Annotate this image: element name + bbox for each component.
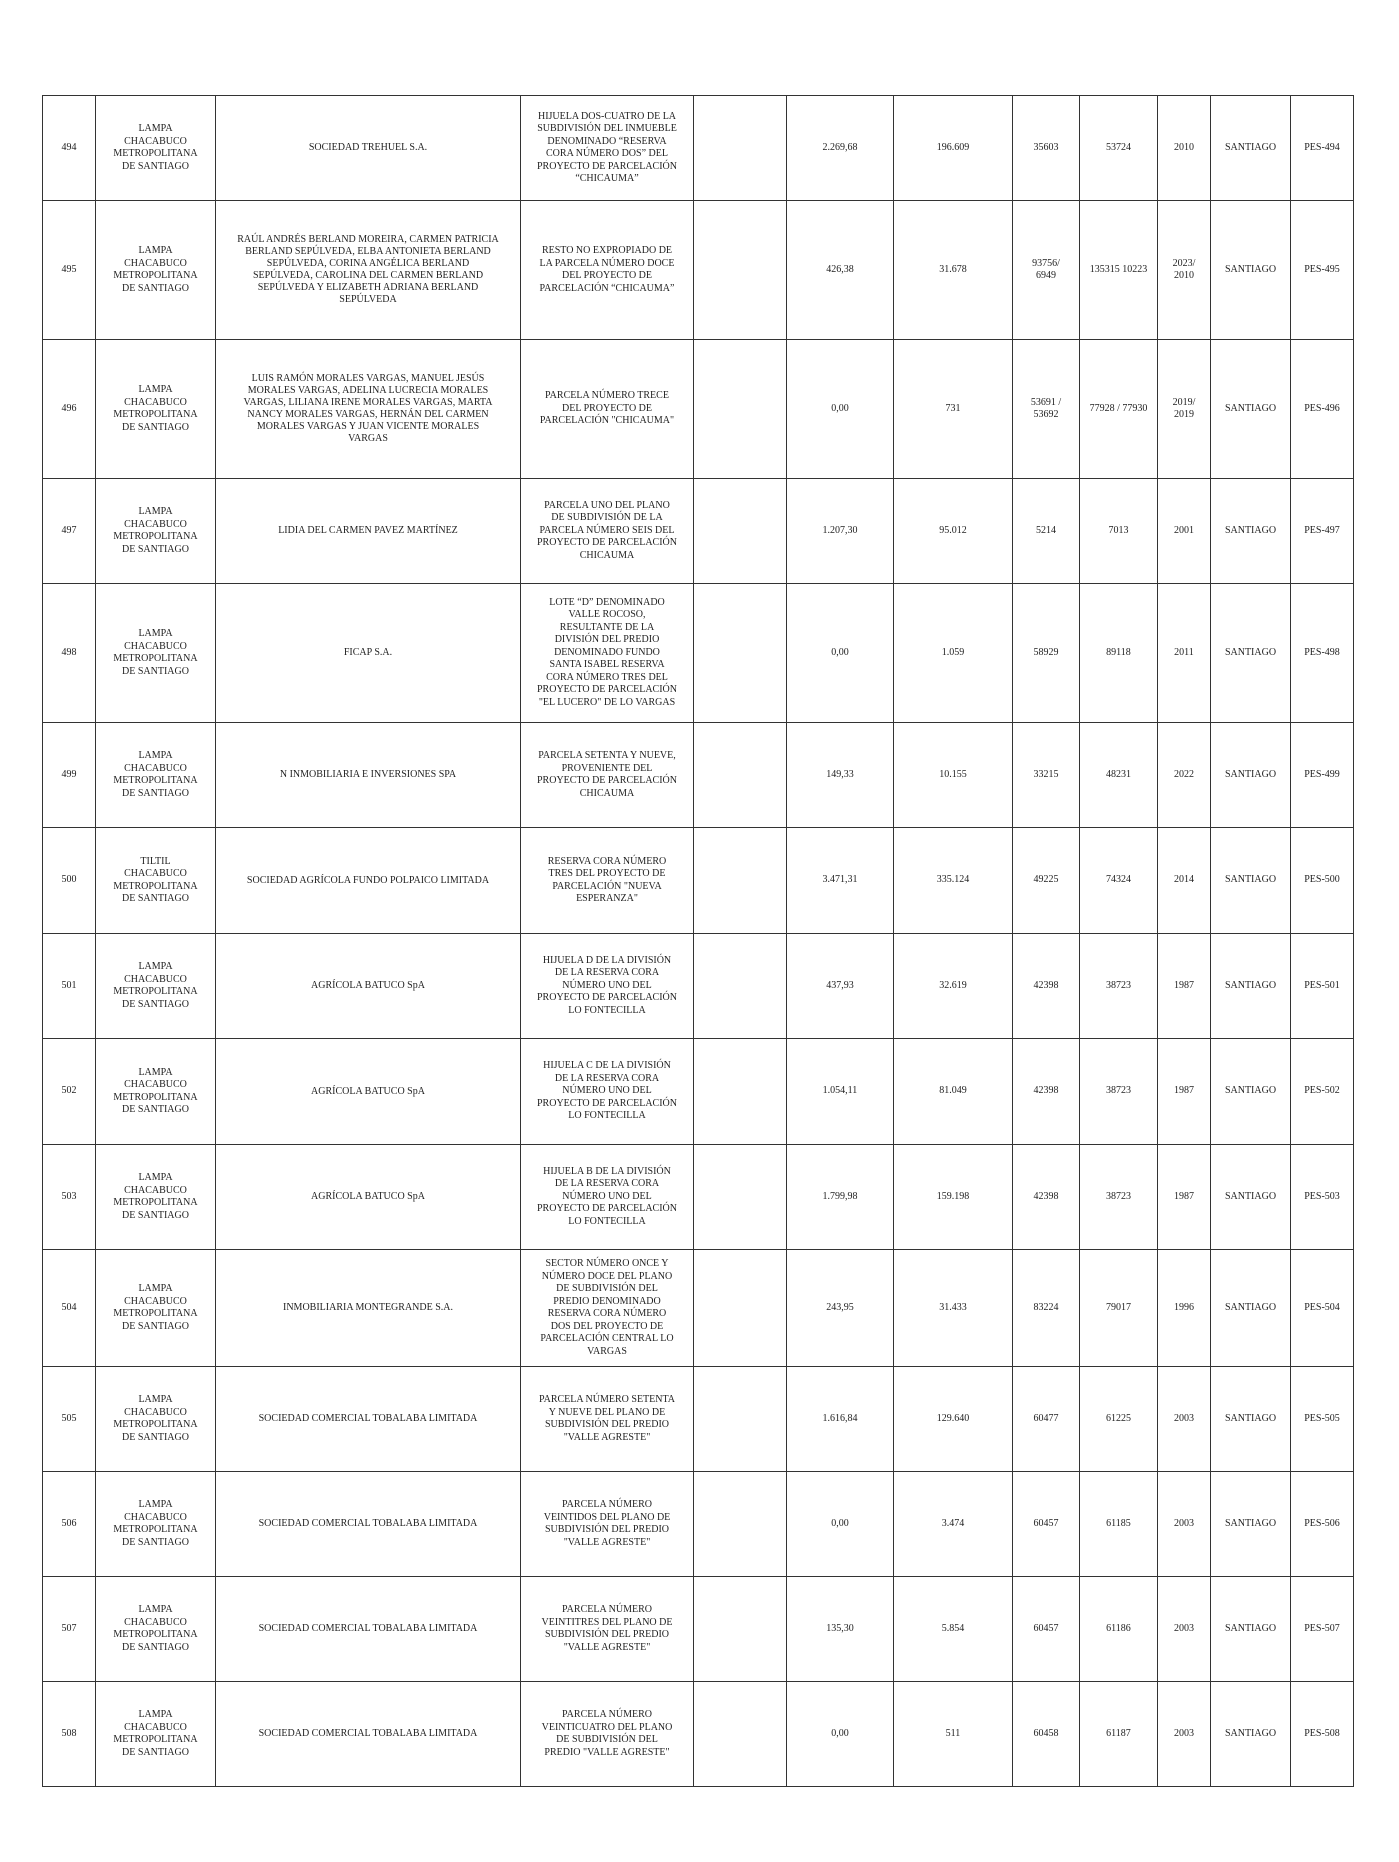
owner-cell: SOCIEDAD AGRÍCOLA FUNDO POLPAICO LIMITADA (216, 828, 521, 934)
owner-cell: SOCIEDAD COMERCIAL TOBALABA LIMITADA (216, 1367, 521, 1472)
value-cell: 511 (894, 1682, 1013, 1787)
code-cell: PES-500 (1291, 828, 1354, 934)
owner-cell: RAÚL ANDRÉS BERLAND MOREIRA, CARMEN PATRICIA BERLAND SEPÚLVEDA, ELBA ANTONIETA BERLAND SEPÚLVEDA, CORINA ANGÉLICA BERLAND SEPÚLVEDA, CAROLINA DEL CARMEN BERLAND SEPÚLVEDA Y ELIZABETH ADRIANA BERLAND SEPÚLVEDA (216, 201, 521, 340)
table-row (43, 1250, 1354, 1367)
year-cell: 2014 (1158, 828, 1211, 934)
registry-cell: SANTIAGO (1211, 1039, 1291, 1145)
empty-cell (694, 1682, 787, 1787)
commune-cell: LAMPA CHACABUCO METROPOLITANA DE SANTIAGO (96, 1472, 216, 1577)
registry-cell: SANTIAGO (1211, 1250, 1291, 1367)
value-cell: 335.124 (894, 828, 1013, 934)
table-row (43, 1577, 1354, 1682)
numero-cell: 38723 (1080, 1039, 1158, 1145)
commune-cell: LAMPA CHACABUCO METROPOLITANA DE SANTIAGO (96, 340, 216, 479)
empty-cell (694, 1145, 787, 1250)
row-number: 498 (43, 584, 96, 723)
fojas-cell: 60457 (1013, 1577, 1080, 1682)
fojas-cell: 35603 (1013, 96, 1080, 201)
owner-cell: SOCIEDAD COMERCIAL TOBALABA LIMITADA (216, 1472, 521, 1577)
empty-cell (694, 1367, 787, 1472)
code-cell: PES-498 (1291, 584, 1354, 723)
value-cell: 159.198 (894, 1145, 1013, 1250)
property-cell: PARCELA NÚMERO VEINTIDOS DEL PLANO DE SUBDIVISIÓN DEL PREDIO "VALLE AGRESTE" (521, 1472, 694, 1577)
fojas-cell: 42398 (1013, 1145, 1080, 1250)
empty-cell (694, 584, 787, 723)
area-cell: 135,30 (787, 1577, 894, 1682)
property-cell: PARCELA NÚMERO VEINTITRES DEL PLANO DE SUBDIVISIÓN DEL PREDIO "VALLE AGRESTE" (521, 1577, 694, 1682)
owner-cell: SOCIEDAD COMERCIAL TOBALABA LIMITADA (216, 1577, 521, 1682)
row-number: 507 (43, 1577, 96, 1682)
commune-cell: LAMPA CHACABUCO METROPOLITANA DE SANTIAGO (96, 1367, 216, 1472)
commune-cell: LAMPA CHACABUCO METROPOLITANA DE SANTIAGO (96, 96, 216, 201)
property-cell: PARCELA SETENTA Y NUEVE, PROVENIENTE DEL PROYECTO DE PARCELACIÓN CHICAUMA (521, 723, 694, 828)
owner-cell: LUIS RAMÓN MORALES VARGAS, MANUEL JESÚS MORALES VARGAS, ADELINA LUCRECIA MORALES VARGAS, LILIANA IRENE MORALES VARGAS, MARTA NANCY MORALES VARGAS, HERNÁN DEL CARMEN MORALES VARGAS Y JUAN VICENTE MORALES VARGAS (216, 340, 521, 479)
value-cell: 81.049 (894, 1039, 1013, 1145)
code-cell: PES-503 (1291, 1145, 1354, 1250)
table-body (43, 96, 1354, 1787)
fojas-cell: 42398 (1013, 934, 1080, 1039)
numero-cell: 74324 (1080, 828, 1158, 934)
registry-cell: SANTIAGO (1211, 1577, 1291, 1682)
registry-cell: SANTIAGO (1211, 1472, 1291, 1577)
numero-cell: 38723 (1080, 1145, 1158, 1250)
row-number: 501 (43, 934, 96, 1039)
row-number: 500 (43, 828, 96, 934)
value-cell: 129.640 (894, 1367, 1013, 1472)
property-cell: PARCELA NÚMERO TRECE DEL PROYECTO DE PARCELACIÓN "CHICAUMA" (521, 340, 694, 479)
owner-cell: SOCIEDAD TREHUEL S.A. (216, 96, 521, 201)
area-cell: 3.471,31 (787, 828, 894, 934)
property-cell: HIJUELA B DE LA DIVISIÓN DE LA RESERVA CORA NÚMERO UNO DEL PROYECTO DE PARCELACIÓN LO FONTECILLA (521, 1145, 694, 1250)
area-cell: 243,95 (787, 1250, 894, 1367)
code-cell: PES-508 (1291, 1682, 1354, 1787)
area-cell: 0,00 (787, 1682, 894, 1787)
owner-cell: FICAP S.A. (216, 584, 521, 723)
fojas-cell: 49225 (1013, 828, 1080, 934)
property-cell: SECTOR NÚMERO ONCE Y NÚMERO DOCE DEL PLANO DE SUBDIVISIÓN DEL PREDIO DENOMINADO RESERVA CORA NÚMERO DOS DEL PROYECTO DE PARCELACIÓN CENTRAL LO VARGAS (521, 1250, 694, 1367)
table-row (43, 1682, 1354, 1787)
expropriation-table (42, 95, 1354, 1787)
table-row (43, 201, 1354, 340)
fojas-cell: 5214 (1013, 479, 1080, 584)
fojas-cell: 53691 / 53692 (1013, 340, 1080, 479)
area-cell: 426,38 (787, 201, 894, 340)
row-number: 503 (43, 1145, 96, 1250)
area-cell: 1.799,98 (787, 1145, 894, 1250)
empty-cell (694, 1039, 787, 1145)
owner-cell: AGRÍCOLA BATUCO SpA (216, 934, 521, 1039)
code-cell: PES-494 (1291, 96, 1354, 201)
numero-cell: 7013 (1080, 479, 1158, 584)
owner-cell: SOCIEDAD COMERCIAL TOBALABA LIMITADA (216, 1682, 521, 1787)
numero-cell: 61187 (1080, 1682, 1158, 1787)
table-row (43, 584, 1354, 723)
commune-cell: LAMPA CHACABUCO METROPOLITANA DE SANTIAGO (96, 1039, 216, 1145)
row-number: 502 (43, 1039, 96, 1145)
registry-cell: SANTIAGO (1211, 1145, 1291, 1250)
fojas-cell: 60477 (1013, 1367, 1080, 1472)
owner-cell: AGRÍCOLA BATUCO SpA (216, 1039, 521, 1145)
row-number: 505 (43, 1367, 96, 1472)
empty-cell (694, 479, 787, 584)
code-cell: PES-501 (1291, 934, 1354, 1039)
area-cell: 149,33 (787, 723, 894, 828)
commune-cell: LAMPA CHACABUCO METROPOLITANA DE SANTIAGO (96, 201, 216, 340)
table-row (43, 1367, 1354, 1472)
table-row (43, 1039, 1354, 1145)
value-cell: 31.678 (894, 201, 1013, 340)
area-cell: 1.054,11 (787, 1039, 894, 1145)
registry-cell: SANTIAGO (1211, 1367, 1291, 1472)
numero-cell: 89118 (1080, 584, 1158, 723)
value-cell: 3.474 (894, 1472, 1013, 1577)
code-cell: PES-506 (1291, 1472, 1354, 1577)
year-cell: 2010 (1158, 96, 1211, 201)
property-cell: RESTO NO EXPROPIADO DE LA PARCELA NÚMERO DOCE DEL PROYECTO DE PARCELACIÓN “CHICAUMA” (521, 201, 694, 340)
value-cell: 32.619 (894, 934, 1013, 1039)
property-cell: PARCELA UNO DEL PLANO DE SUBDIVISIÓN DE LA PARCELA NÚMERO SEIS DEL PROYECTO DE PARCELACIÓN CHICAUMA (521, 479, 694, 584)
table-row (43, 934, 1354, 1039)
owner-cell: LIDIA DEL CARMEN PAVEZ MARTÍNEZ (216, 479, 521, 584)
code-cell: PES-502 (1291, 1039, 1354, 1145)
property-cell: HIJUELA C DE LA DIVISIÓN DE LA RESERVA CORA NÚMERO UNO DEL PROYECTO DE PARCELACIÓN LO FONTECILLA (521, 1039, 694, 1145)
owner-cell: INMOBILIARIA MONTEGRANDE S.A. (216, 1250, 521, 1367)
row-number: 508 (43, 1682, 96, 1787)
numero-cell: 79017 (1080, 1250, 1158, 1367)
empty-cell (694, 828, 787, 934)
property-cell: PARCELA NÚMERO SETENTA Y NUEVE DEL PLANO DE SUBDIVISIÓN DEL PREDIO "VALLE AGRESTE" (521, 1367, 694, 1472)
property-cell: HIJUELA DOS-CUATRO DE LA SUBDIVISIÓN DEL INMUEBLE DENOMINADO “RESERVA CORA NÚMERO DOS” DEL PROYECTO DE PARCELACIÓN “CHICAUMA” (521, 96, 694, 201)
owner-cell: N INMOBILIARIA E INVERSIONES SPA (216, 723, 521, 828)
fojas-cell: 60458 (1013, 1682, 1080, 1787)
owner-cell: AGRÍCOLA BATUCO SpA (216, 1145, 521, 1250)
empty-cell (694, 96, 787, 201)
table-row (43, 1145, 1354, 1250)
empty-cell (694, 1577, 787, 1682)
fojas-cell: 33215 (1013, 723, 1080, 828)
year-cell: 2003 (1158, 1577, 1211, 1682)
numero-cell: 48231 (1080, 723, 1158, 828)
numero-cell: 38723 (1080, 934, 1158, 1039)
numero-cell: 61225 (1080, 1367, 1158, 1472)
year-cell: 1987 (1158, 1039, 1211, 1145)
row-number: 495 (43, 201, 96, 340)
year-cell: 1996 (1158, 1250, 1211, 1367)
year-cell: 2003 (1158, 1367, 1211, 1472)
registry-cell: SANTIAGO (1211, 723, 1291, 828)
table-row (43, 1472, 1354, 1577)
year-cell: 2001 (1158, 479, 1211, 584)
numero-cell: 61186 (1080, 1577, 1158, 1682)
value-cell: 196.609 (894, 96, 1013, 201)
year-cell: 2019/ 2019 (1158, 340, 1211, 479)
area-cell: 0,00 (787, 340, 894, 479)
property-cell: HIJUELA D DE LA DIVISIÓN DE LA RESERVA CORA NÚMERO UNO DEL PROYECTO DE PARCELACIÓN LO FONTECILLA (521, 934, 694, 1039)
empty-cell (694, 723, 787, 828)
table-row (43, 479, 1354, 584)
year-cell: 1987 (1158, 934, 1211, 1039)
year-cell: 2003 (1158, 1472, 1211, 1577)
numero-cell: 61185 (1080, 1472, 1158, 1577)
area-cell: 0,00 (787, 584, 894, 723)
code-cell: PES-504 (1291, 1250, 1354, 1367)
numero-cell: 77928 / 77930 (1080, 340, 1158, 479)
value-cell: 5.854 (894, 1577, 1013, 1682)
registry-cell: SANTIAGO (1211, 340, 1291, 479)
registry-cell: SANTIAGO (1211, 828, 1291, 934)
empty-cell (694, 1250, 787, 1367)
year-cell: 2022 (1158, 723, 1211, 828)
registry-cell: SANTIAGO (1211, 934, 1291, 1039)
area-cell: 1.207,30 (787, 479, 894, 584)
fojas-cell: 60457 (1013, 1472, 1080, 1577)
commune-cell: TILTIL CHACABUCO METROPOLITANA DE SANTIAGO (96, 828, 216, 934)
commune-cell: LAMPA CHACABUCO METROPOLITANA DE SANTIAGO (96, 1250, 216, 1367)
area-cell: 1.616,84 (787, 1367, 894, 1472)
empty-cell (694, 1472, 787, 1577)
registry-cell: SANTIAGO (1211, 201, 1291, 340)
value-cell: 95.012 (894, 479, 1013, 584)
commune-cell: LAMPA CHACABUCO METROPOLITANA DE SANTIAGO (96, 723, 216, 828)
empty-cell (694, 201, 787, 340)
registry-cell: SANTIAGO (1211, 96, 1291, 201)
row-number: 499 (43, 723, 96, 828)
fojas-cell: 93756/ 6949 (1013, 201, 1080, 340)
value-cell: 1.059 (894, 584, 1013, 723)
property-cell: LOTE “D” DENOMINADO VALLE ROCOSO, RESULTANTE DE LA DIVISIÓN DEL PREDIO DENOMINADO FUNDO SANTA ISABEL RESERVA CORA NÚMERO TRES DEL PROYECTO DE PARCELACIÓN "EL LUCERO" DE LO VARGAS (521, 584, 694, 723)
fojas-cell: 58929 (1013, 584, 1080, 723)
year-cell: 2011 (1158, 584, 1211, 723)
registry-cell: SANTIAGO (1211, 479, 1291, 584)
row-number: 496 (43, 340, 96, 479)
table-row (43, 828, 1354, 934)
commune-cell: LAMPA CHACABUCO METROPOLITANA DE SANTIAGO (96, 479, 216, 584)
registry-cell: SANTIAGO (1211, 1682, 1291, 1787)
year-cell: 2023/ 2010 (1158, 201, 1211, 340)
row-number: 497 (43, 479, 96, 584)
table-row (43, 723, 1354, 828)
area-cell: 2.269,68 (787, 96, 894, 201)
commune-cell: LAMPA CHACABUCO METROPOLITANA DE SANTIAGO (96, 1145, 216, 1250)
code-cell: PES-497 (1291, 479, 1354, 584)
commune-cell: LAMPA CHACABUCO METROPOLITANA DE SANTIAGO (96, 1682, 216, 1787)
empty-cell (694, 934, 787, 1039)
empty-cell (694, 340, 787, 479)
row-number: 506 (43, 1472, 96, 1577)
area-cell: 0,00 (787, 1472, 894, 1577)
code-cell: PES-496 (1291, 340, 1354, 479)
commune-cell: LAMPA CHACABUCO METROPOLITANA DE SANTIAGO (96, 1577, 216, 1682)
row-number: 494 (43, 96, 96, 201)
property-cell: PARCELA NÚMERO VEINTICUATRO DEL PLANO DE SUBDIVISIÓN DEL PREDIO "VALLE AGRESTE" (521, 1682, 694, 1787)
row-number: 504 (43, 1250, 96, 1367)
numero-cell: 53724 (1080, 96, 1158, 201)
fojas-cell: 83224 (1013, 1250, 1080, 1367)
commune-cell: LAMPA CHACABUCO METROPOLITANA DE SANTIAGO (96, 934, 216, 1039)
year-cell: 1987 (1158, 1145, 1211, 1250)
code-cell: PES-495 (1291, 201, 1354, 340)
area-cell: 437,93 (787, 934, 894, 1039)
property-cell: RESERVA CORA NÚMERO TRES DEL PROYECTO DE PARCELACIÓN "NUEVA ESPERANZA" (521, 828, 694, 934)
value-cell: 731 (894, 340, 1013, 479)
commune-cell: LAMPA CHACABUCO METROPOLITANA DE SANTIAGO (96, 584, 216, 723)
code-cell: PES-507 (1291, 1577, 1354, 1682)
value-cell: 10.155 (894, 723, 1013, 828)
fojas-cell: 42398 (1013, 1039, 1080, 1145)
numero-cell: 135315 10223 (1080, 201, 1158, 340)
registry-cell: SANTIAGO (1211, 584, 1291, 723)
code-cell: PES-499 (1291, 723, 1354, 828)
table-row (43, 340, 1354, 479)
table-row (43, 96, 1354, 201)
year-cell: 2003 (1158, 1682, 1211, 1787)
value-cell: 31.433 (894, 1250, 1013, 1367)
code-cell: PES-505 (1291, 1367, 1354, 1472)
